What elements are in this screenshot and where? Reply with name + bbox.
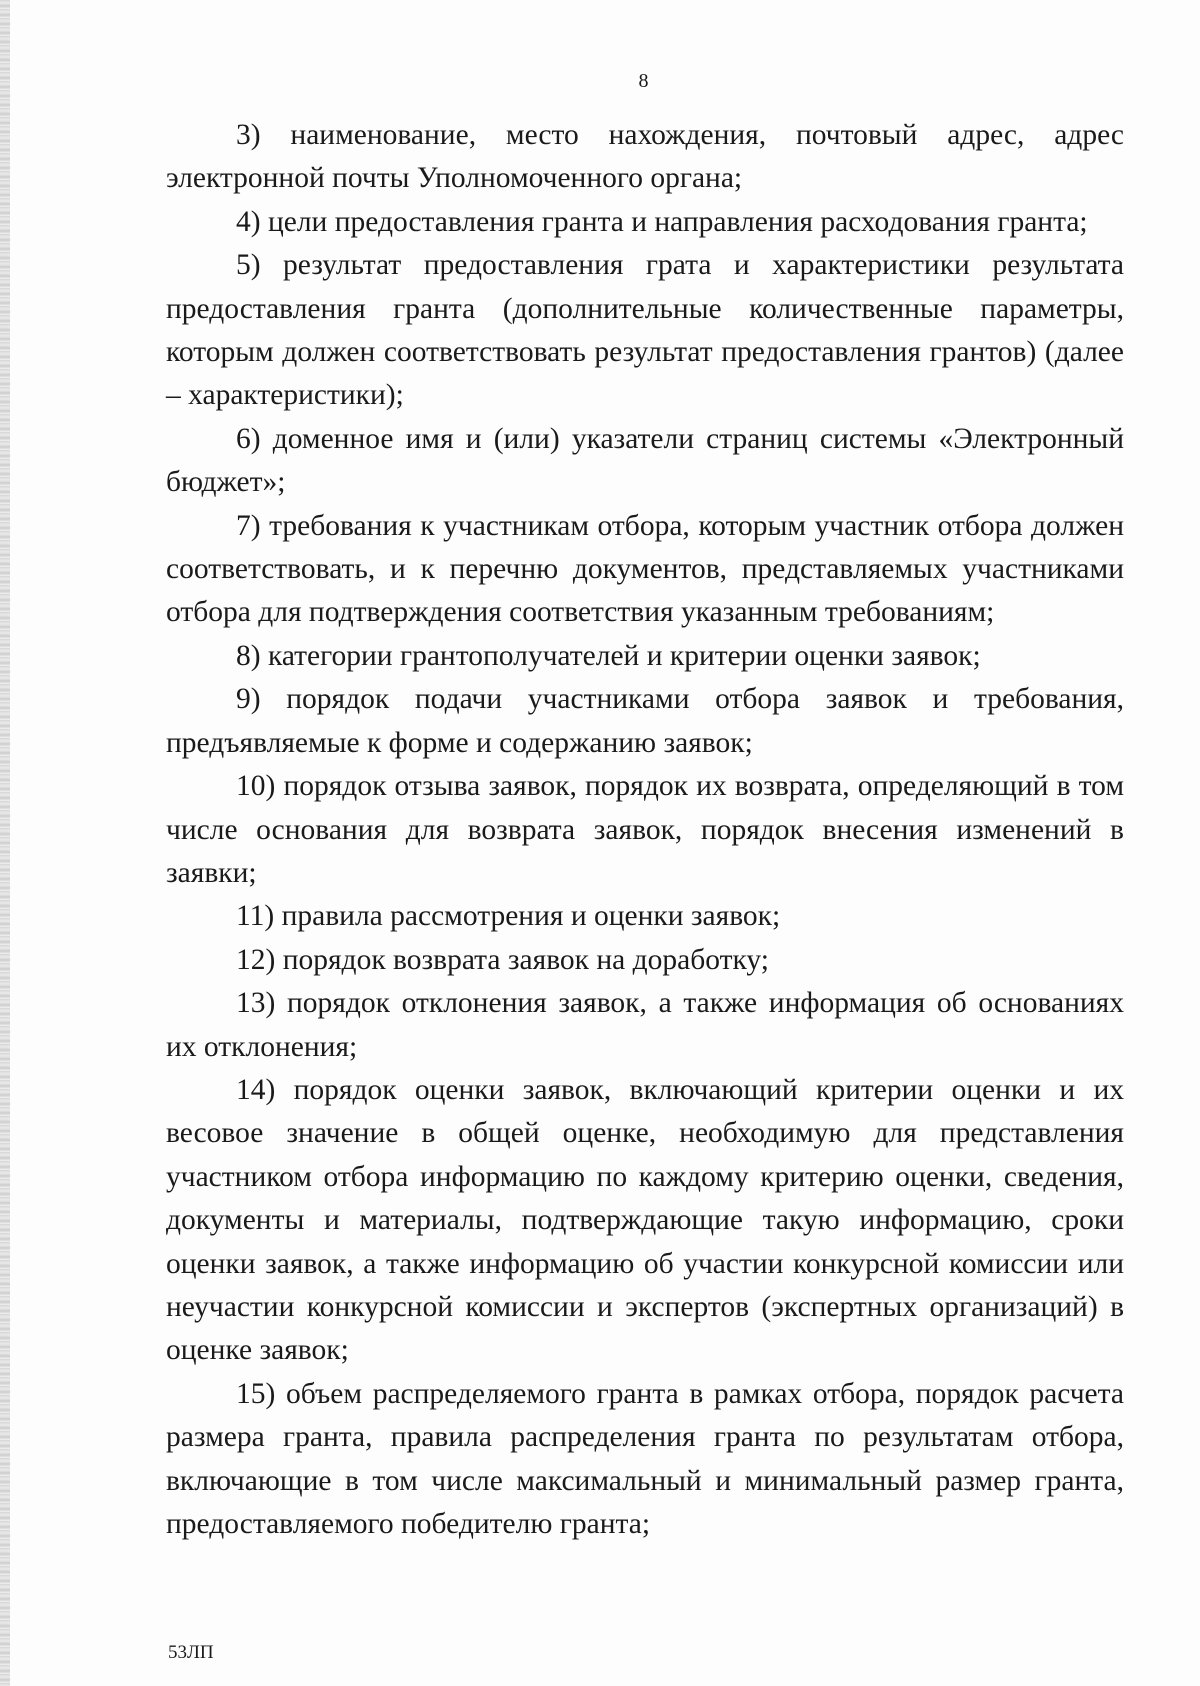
paragraph-item-15: 15) объем распределяемого гранта в рамках отбора, порядок расчета размера гранта, правила распределения гранта по результатам отбора, включающие в том числе максимальный и минимальный размер гранта, предоставляемого победителю гранта; [166,1377,1124,1540]
footer-document-code: 53ЛП [168,1642,214,1663]
paragraph-item-3: 3) наименование, место нахождения, почтовый адрес, адрес электронной почты Уполномоченного органа; [166,119,1124,195]
paragraph-item-13: 13) порядок отклонения заявок, а также информация об основаниях их отклонения; [166,987,1124,1063]
paragraph-item-10: 10) порядок отзыва заявок, порядок их возврата, определяющий в том числе основания для возврата заявок, порядок внесения изменений в заявки; [166,770,1124,889]
paragraph-item-12: 12) порядок возврата заявок на доработку; [236,943,769,976]
paragraph-item-7: 7) требования к участникам отбора, которым участник отбора должен соответствовать, и к перечню документов, представляемых участниками отбора для подтверждения соответствия указанным требованиям; [166,509,1124,629]
paragraph-item-5: 5) результат предоставления грата и характеристики результата предоставления гранта (дополнительные количественные параметры, которым должен соответствовать результат предоставления грантов) (далее – характеристики); [166,249,1124,412]
page-number: 8 [638,70,649,92]
document-body [166,114,1124,1546]
scan-edge-artifact [0,0,10,1686]
paragraph-item-4: 4) цели предоставления гранта и направления расходования гранта; [236,205,1088,238]
paragraph-item-8: 8) категории грантополучателей и критерии оценки заявок; [236,639,981,672]
paragraph-item-14: 14) порядок оценки заявок, включающий критерии оценки и их весовое значение в общей оценке, необходимую для представления участником отбора информацию по каждому критерию оценки, сведения, документы и материалы, подтверждающие такую информацию, сроки оценки заявок, а также информацию об участии конкурсной комиссии или неучастии конкурсной комиссии и экспертов (экспертных организаций) в оценке заявок; [166,1073,1124,1367]
paragraph-item-11: 11) правила рассмотрения и оценки заявок; [236,900,781,933]
paragraph-item-9: 9) порядок подачи участниками отбора заявок и требования, предъявляемые к форме и содержанию заявок; [166,683,1124,759]
paragraph-item-6: 6) доменное имя и (или) указатели страниц системы «Электронный бюджет»; [166,422,1124,499]
